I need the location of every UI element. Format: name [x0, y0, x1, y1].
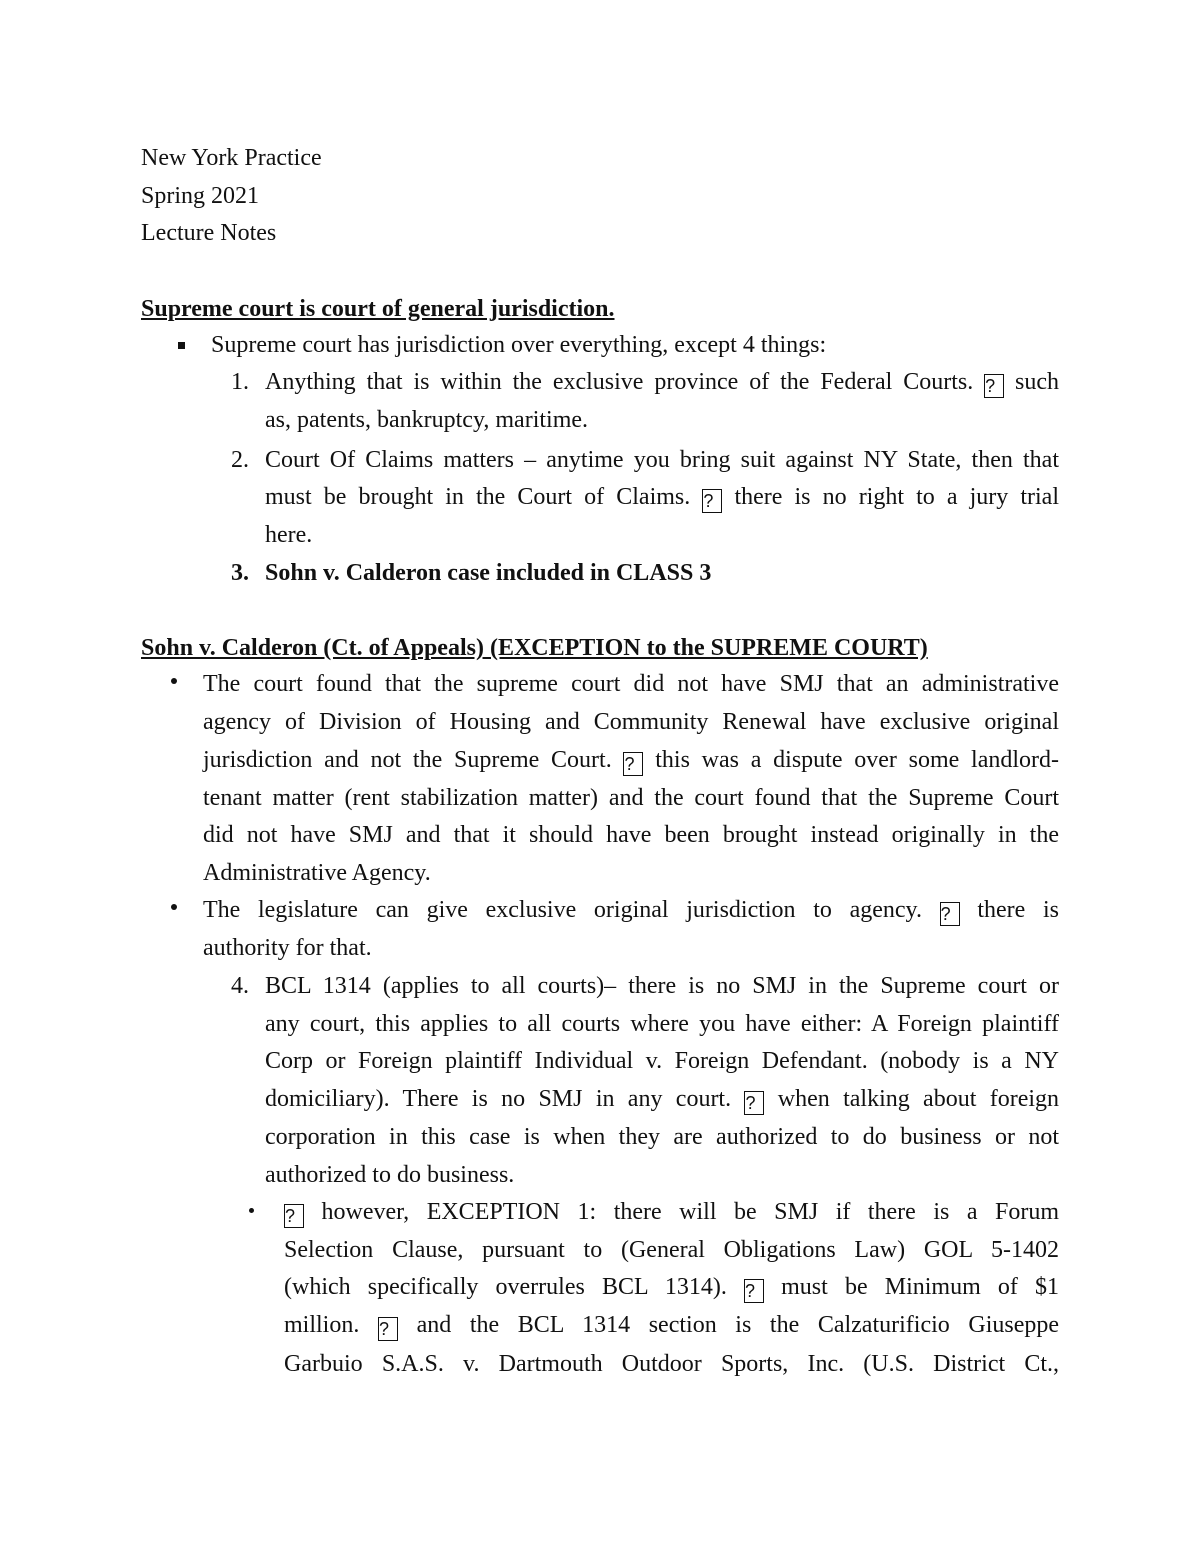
- list-item-line: Sohn v. Calderon case included in CLASS 3: [265, 560, 712, 586]
- term: Spring 2021: [141, 183, 260, 209]
- sub-item-line: million. ? and the BCL 1314 section is the Calzaturificio Giuseppe: [284, 1312, 1060, 1339]
- paragraph-line: The court found that the supreme court did not have SMJ that an administrative: [203, 671, 1059, 697]
- list-item-line: corporation in this case is when they are authorized to do business or not: [265, 1124, 1059, 1150]
- course-title: New York Practice: [141, 145, 322, 171]
- list-item-line: Corp or Foreign plaintiff Individual v. Foreign Defendant. (nobody is a NY: [265, 1048, 1059, 1074]
- question-box-icon: ?: [702, 489, 722, 513]
- paragraph-line: jurisdiction and not the Supreme Court. ? this was a dispute over some landlord-: [203, 747, 1060, 774]
- dot-bullet-icon: [249, 1208, 254, 1213]
- paragraph-line: agency of Division of Housing and Community Renewal have exclusive original: [203, 709, 1059, 735]
- list-item-line: authorized to do business.: [265, 1162, 515, 1188]
- list-number: 1.: [231, 369, 249, 395]
- paragraph-line: authority for that.: [203, 935, 372, 961]
- list-item-line: any court, this applies to all courts where you have either: A Foreign plaintiff: [265, 1011, 1059, 1037]
- question-box-icon: ?: [744, 1091, 764, 1115]
- question-box-icon: ?: [984, 374, 1004, 398]
- section-heading: Sohn v. Calderon (Ct. of Appeals) (EXCEPTION to the SUPREME COURT): [141, 635, 928, 661]
- paragraph-line: The legislature can give exclusive original jurisdiction to agency. ? there is: [203, 897, 1060, 924]
- list-item-line: must be brought in the Court of Claims. ? there is no right to a jury trial: [265, 484, 1060, 511]
- question-box-icon: ?: [623, 752, 643, 776]
- question-box-icon: ?: [284, 1204, 304, 1228]
- list-item-line: here.: [265, 522, 313, 548]
- list-number: 2.: [231, 447, 249, 473]
- sub-item-line: ? however, EXCEPTION 1: there will be SMJ if there is a Forum: [285, 1199, 1060, 1226]
- paragraph-line: tenant matter (rent stabilization matter) and the court found that the Supreme Court: [203, 785, 1059, 811]
- list-item-line: Court Of Claims matters – anytime you bring suit against NY State, then that: [265, 447, 1059, 473]
- question-box-icon: ?: [940, 902, 960, 926]
- square-bullet-icon: [178, 342, 185, 349]
- paragraph-line: did not have SMJ and that it should have been brought instead originally in the: [203, 822, 1059, 848]
- question-box-icon: ?: [378, 1317, 398, 1341]
- list-item-line: domiciliary). There is no SMJ in any court. ? when talking about foreign: [265, 1086, 1060, 1113]
- sub-item-line: Garbuio S.A.S. v. Dartmouth Outdoor Sports, Inc. (U.S. District Ct.,: [284, 1351, 1059, 1377]
- list-number: 4.: [231, 973, 249, 999]
- sub-item-line: (which specifically overrules BCL 1314). ? must be Minimum of $1: [284, 1274, 1059, 1301]
- list-item-line: BCL 1314 (applies to all courts)– there is no SMJ in the Supreme court or: [265, 973, 1059, 999]
- dot-bullet-icon: [171, 904, 177, 910]
- sub-item-line: Selection Clause, pursuant to (General Obligations Law) GOL 5-1402: [284, 1237, 1059, 1263]
- list-number: 3.: [231, 560, 249, 586]
- question-box-icon: ?: [744, 1279, 764, 1303]
- paragraph-line: Administrative Agency.: [203, 860, 431, 886]
- bullet-text: Supreme court has jurisdiction over everything, except 4 things:: [211, 332, 827, 358]
- dot-bullet-icon: [171, 678, 177, 684]
- list-item-line: as, patents, bankruptcy, maritime.: [265, 407, 589, 433]
- section-heading: Supreme court is court of general jurisdiction.: [141, 296, 615, 322]
- list-item-line: Anything that is within the exclusive province of the Federal Courts. ? such: [265, 369, 1060, 396]
- doc-type: Lecture Notes: [141, 220, 277, 246]
